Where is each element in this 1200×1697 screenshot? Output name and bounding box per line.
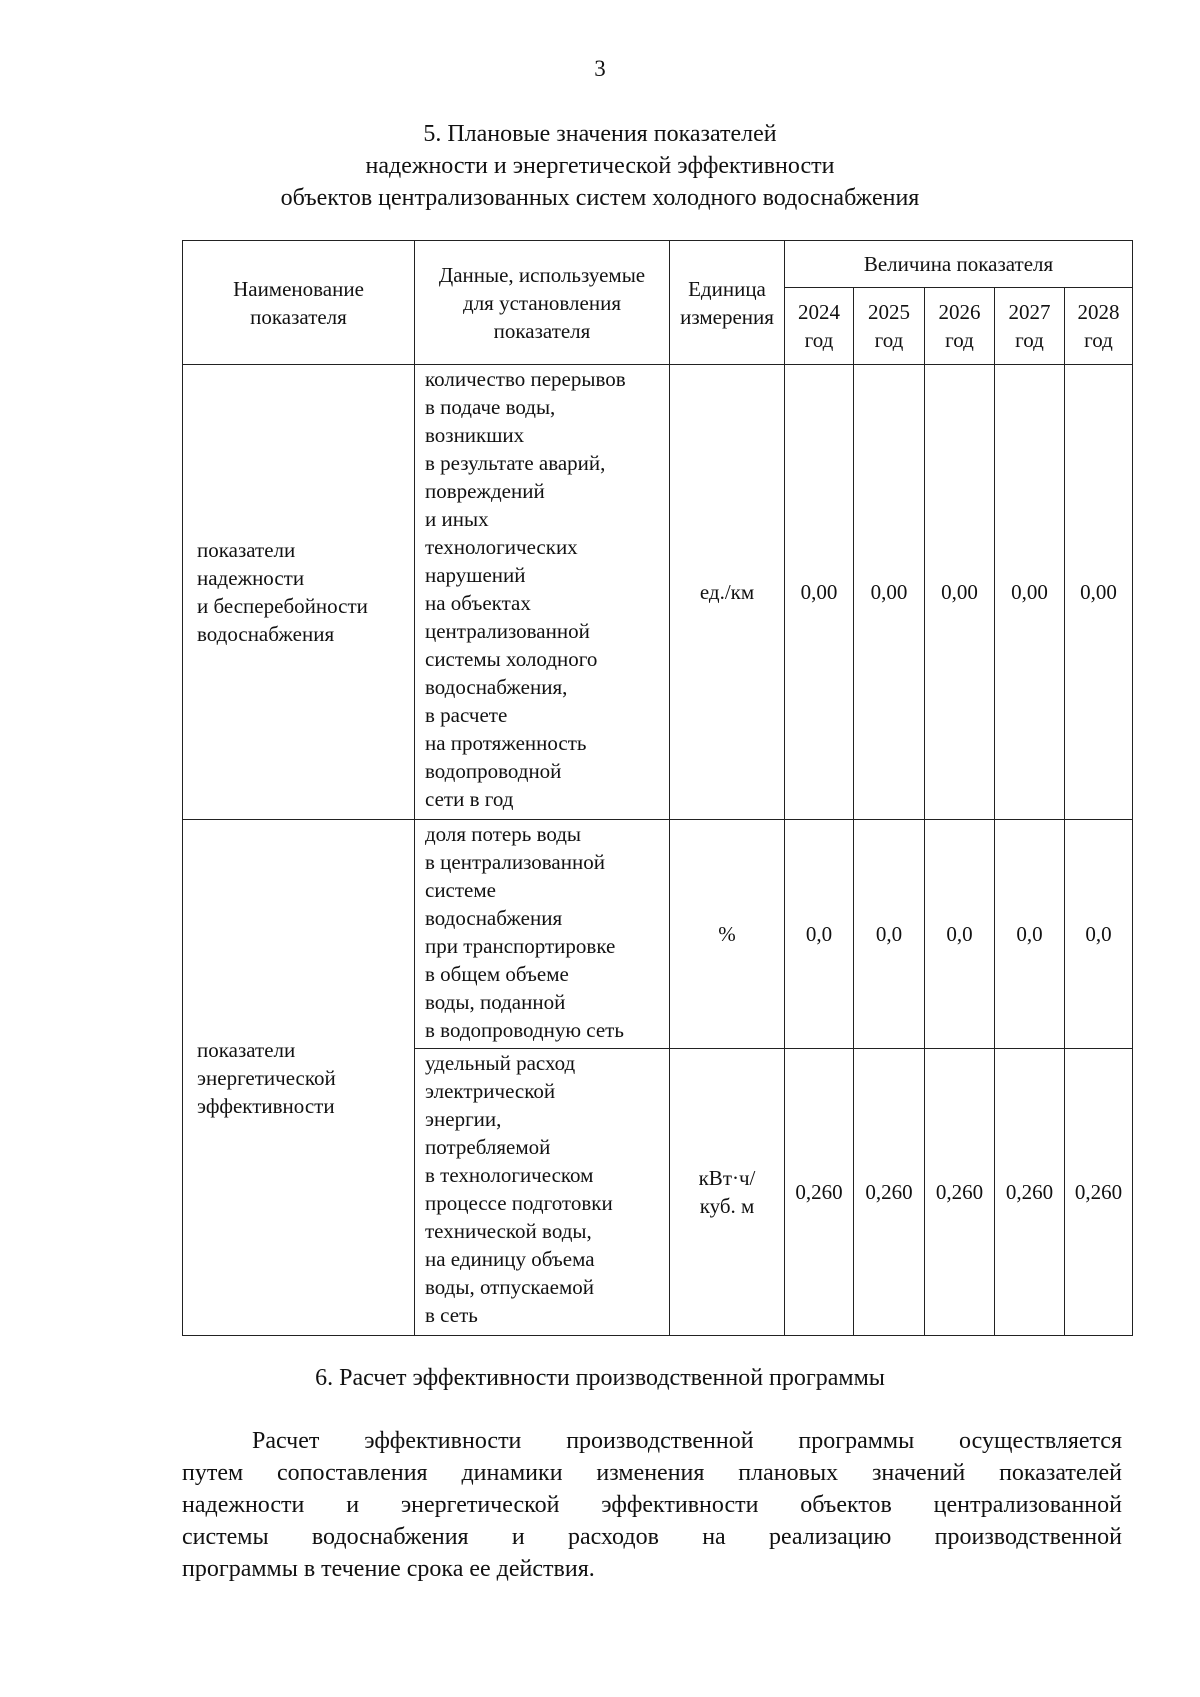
section-5-title-line: надежности и энергетической эффективности [365,153,835,179]
section-5-title-line: 5. Плановые значения показателей [423,121,777,147]
header-year: 2027 год [995,288,1065,365]
section-5-title [0,118,1200,214]
section-5-title-line: объектов централизованных систем холодного водоснабжения [280,185,920,211]
section-6-paragraph [182,1425,1122,1585]
value-cell: 0,260 [925,1049,995,1336]
value-cell: 0,00 [785,365,854,820]
value-cell: 0,0 [1065,820,1133,1049]
value-cell: 0,260 [995,1049,1065,1336]
indicator-name-cell: показатели надежности и бесперебойности водоснабжения [183,365,415,820]
header-unit: Единица измерения [670,241,785,365]
section-6-title: 6. Расчет эффективности производственной программы [315,1365,885,1391]
header-source-data: Данные, используемые для установления показателя [415,241,670,365]
value-cell: 0,0 [785,820,854,1049]
header-year: 2024 год [785,288,854,365]
paragraph-line: путем сопоставления динамики изменения плановых значений показателей [182,1460,1122,1486]
header-value-group: Величина показателя [785,241,1133,288]
table-row [183,820,1133,1049]
value-cell: 0,00 [995,365,1065,820]
value-cell: 0,00 [1065,365,1133,820]
value-cell: 0,00 [925,365,995,820]
source-data-cell: доля потерь воды в централизованной системе водоснабжения при транспортировке в общем объеме воды, поданной в водопроводную сеть [415,820,670,1049]
paragraph-line: системы водоснабжения и расходов на реализацию производственной [182,1524,1122,1550]
table-header-row [183,241,1133,288]
source-data-cell: удельный расход электрической энергии, потребляемой в технологическом процессе подготовки технической воды, на единицу объема воды, отпускаемой в сеть [415,1049,670,1336]
value-cell: 0,260 [785,1049,854,1336]
unit-cell: ед./км [670,365,785,820]
value-cell: 0,00 [854,365,925,820]
paragraph-line: надежности и энергетической эффективности объектов централизованной [182,1492,1122,1518]
indicators-table [182,240,1133,1336]
source-data-cell: количество перерывов в подаче воды, возникших в результате аварий, повреждений и иных технологических нарушений на объектах централизованной системы холодного водоснабжения, в расчете на протяженность водопроводной сети в год [415,365,670,820]
header-year: 2025 год [854,288,925,365]
indicator-name-cell: показатели энергетической эффективности [183,820,415,1336]
header-year: 2028 год [1065,288,1133,365]
value-cell: 0,260 [1065,1049,1133,1336]
paragraph-line: программы в течение срока ее действия. [182,1556,595,1582]
header-indicator-name: Наименование показателя [183,241,415,365]
unit-cell: кВт·ч/ куб. м [670,1049,785,1336]
value-cell: 0,0 [995,820,1065,1049]
paragraph-line: Расчет эффективности производственной программы осуществляется [252,1428,1122,1454]
table-row [183,365,1133,820]
value-cell: 0,0 [854,820,925,1049]
unit-cell: % [670,820,785,1049]
header-year: 2026 год [925,288,995,365]
page-number: 3 [594,56,606,81]
value-cell: 0,260 [854,1049,925,1336]
value-cell: 0,0 [925,820,995,1049]
